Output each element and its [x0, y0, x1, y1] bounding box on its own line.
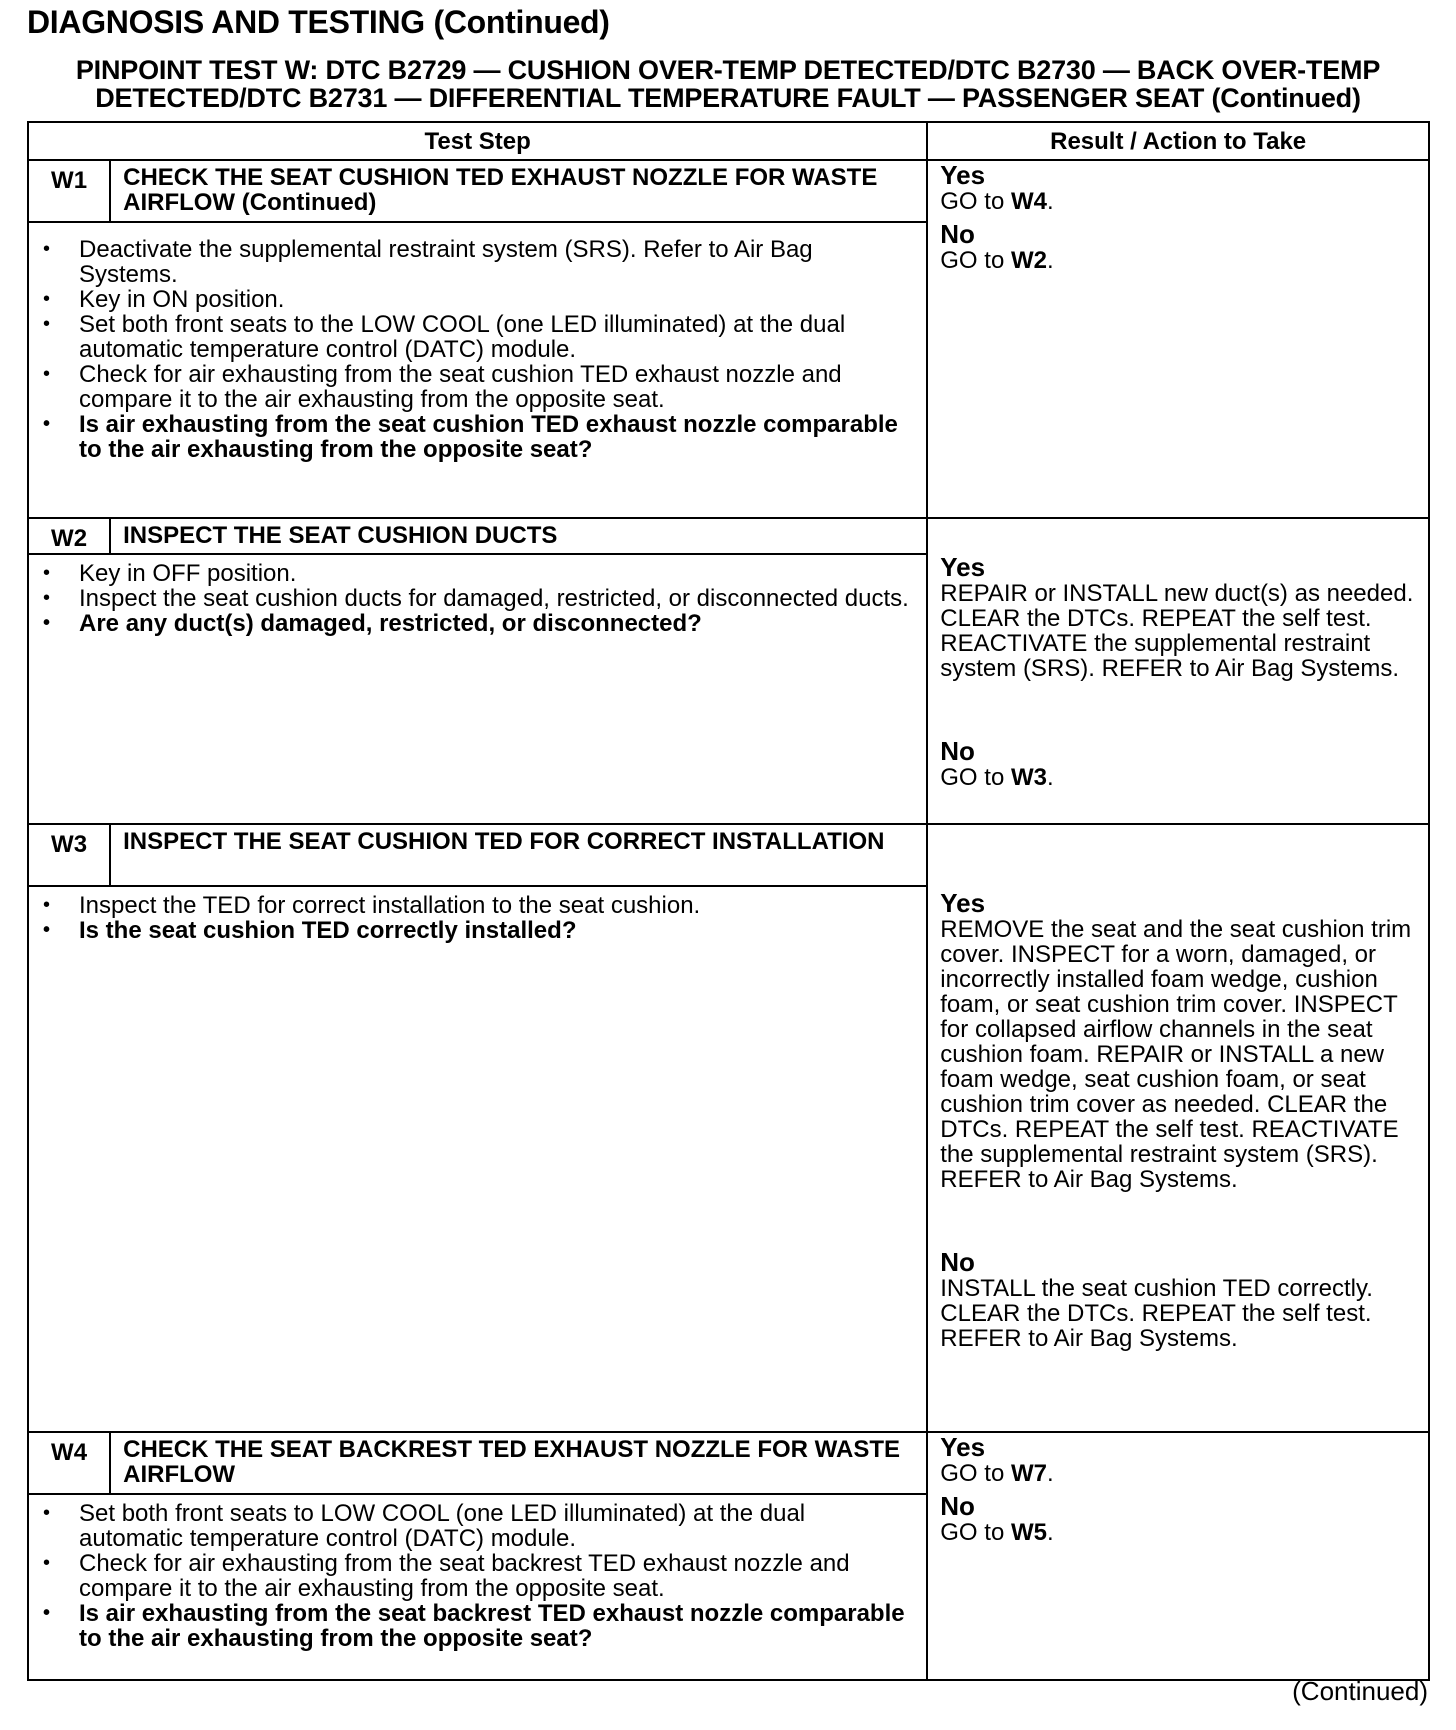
action-no-w4: GO to W5. [940, 1519, 1054, 1546]
bullet-list-w1 [29, 223, 926, 462]
bullet-list-w3 [29, 887, 926, 943]
step-id-w2: W2 [28, 518, 110, 554]
list-item: • Key in OFF position. [79, 561, 914, 586]
table-header-row [28, 122, 1429, 160]
list-item: • Deactivate the supplemental restraint system (SRS). Refer to Air Bag Systems. [79, 237, 914, 287]
answer-no-w1: No [940, 219, 975, 249]
test-title-line-1: PINPOINT TEST W: DTC B2729 — CUSHION OVER-TEMP DETECTED/DTC B2730 — BACK OVER-TEMP [75, 55, 1381, 85]
test-title-line-2: DETECTED/DTC B2731 — DIFFERENTIAL TEMPERATURE FAULT — PASSENGER SEAT (Continued) [95, 83, 1361, 113]
answer-yes-w1: Yes [940, 160, 986, 190]
question-w3: • Is the seat cushion TED correctly installed? [79, 918, 914, 943]
answer-yes-w3: Yes [940, 888, 986, 918]
list-item: • Inspect the seat cushion ducts for damaged, restricted, or disconnected ducts. [79, 586, 914, 611]
question-w4: • Is air exhausting from the seat backrest TED exhaust nozzle comparable to the air exhausting from the opposite seat? [79, 1601, 914, 1651]
step-row-w2-head [28, 518, 1429, 554]
answer-no-w4: No [940, 1491, 975, 1521]
continued-footer: (Continued) [1292, 1676, 1428, 1706]
goto-ref-w7[interactable]: W7 [1010, 1460, 1047, 1487]
answer-no-w3: No [940, 1247, 975, 1277]
step-row-w1-head [28, 160, 1429, 222]
step-body-w2 [28, 554, 927, 824]
step-row-w4-head [28, 1432, 1429, 1494]
step-heading-w3: INSPECT THE SEAT CUSHION TED FOR CORRECT INSTALLATION [110, 824, 927, 886]
pinpoint-test-title [20, 56, 1436, 112]
action-yes-w4: GO to W7. [940, 1460, 1054, 1487]
list-item: • Check for air exhausting from the seat backrest TED exhaust nozzle and compare it to the air exhausting from the opposite seat. [79, 1551, 914, 1601]
list-item: • Key in ON position. [79, 287, 914, 312]
step-body-w4 [28, 1494, 927, 1680]
goto-ref-w4[interactable]: W4 [1010, 188, 1047, 215]
result-cell-w2 [927, 518, 1429, 824]
step-id-w1: W1 [28, 160, 110, 222]
answer-yes-w4: Yes [940, 1432, 986, 1462]
list-item: • Check for air exhausting from the seat cushion TED exhaust nozzle and compare it to the air exhausting from the opposite seat. [79, 362, 914, 412]
action-no-w1: GO to W2. [940, 247, 1054, 274]
step-body-w1 [28, 222, 927, 518]
step-body-w3 [28, 886, 927, 1432]
header-test-step: Test Step [28, 122, 927, 160]
list-item: • Inspect the TED for correct installation to the seat cushion. [79, 893, 914, 918]
question-w1: • Is air exhausting from the seat cushion TED exhaust nozzle comparable to the air exhausting from the opposite seat? [79, 412, 914, 462]
answer-yes-w2: Yes [940, 552, 986, 582]
bullet-list-w4 [29, 1495, 926, 1657]
header-result-action: Result / Action to Take [927, 122, 1429, 160]
list-item: • Set both front seats to LOW COOL (one LED illuminated) at the dual automatic temperature control (DATC) module. [79, 1501, 914, 1551]
pinpoint-test-table [27, 121, 1430, 1681]
action-yes-w2: REPAIR or INSTALL new duct(s) as needed. CLEAR the DTCs. REPEAT the self test. REACTIVATE the supplemental restraint system (SRS). REFER to Air Bag Systems. [940, 580, 1414, 682]
step-heading-w2: INSPECT THE SEAT CUSHION DUCTS [110, 518, 927, 554]
goto-ref-w3[interactable]: W3 [1010, 764, 1047, 791]
step-row-w3-head [28, 824, 1429, 886]
bullet-list-w2 [29, 555, 926, 636]
step-id-w3: W3 [28, 824, 110, 886]
page-title: DIAGNOSIS AND TESTING (Continued) [27, 4, 610, 40]
list-item: • Set both front seats to the LOW COOL (one LED illuminated) at the dual automatic temperature control (DATC) module. [79, 312, 914, 362]
result-cell-w3 [927, 824, 1429, 1432]
result-cell-w4 [927, 1432, 1429, 1680]
goto-ref-w2[interactable]: W2 [1010, 247, 1047, 274]
action-yes-w1: GO to W4. [940, 188, 1054, 215]
result-cell-w1 [927, 160, 1429, 518]
action-no-w3: INSTALL the seat cushion TED correctly. CLEAR the DTCs. REPEAT the self test. REFER to Air Bag Systems. [940, 1275, 1373, 1352]
goto-ref-w5[interactable]: W5 [1010, 1519, 1047, 1546]
action-yes-w3: REMOVE the seat and the seat cushion trim cover. INSPECT for a worn, damaged, or incorrectly installed foam wedge, cushion foam, or seat cushion trim cover. INSPECT for collapsed airflow channels in the seat cushion foam. REPAIR or INSTALL a new foam wedge, seat cushion foam, or seat cushion trim cover as needed. CLEAR the DTCs. REPEAT the self test. REACTIVATE the supplemental restraint system (SRS). REFER to Air Bag Systems. [940, 916, 1412, 1193]
answer-no-w2: No [940, 736, 975, 766]
action-no-w2: GO to W3. [940, 764, 1054, 791]
step-id-w4: W4 [28, 1432, 110, 1494]
step-heading-w4: CHECK THE SEAT BACKREST TED EXHAUST NOZZLE FOR WASTE AIRFLOW [110, 1432, 927, 1494]
step-heading-w1: CHECK THE SEAT CUSHION TED EXHAUST NOZZLE FOR WASTE AIRFLOW (Continued) [110, 160, 927, 222]
question-w2: • Are any duct(s) damaged, restricted, or disconnected? [79, 611, 914, 636]
